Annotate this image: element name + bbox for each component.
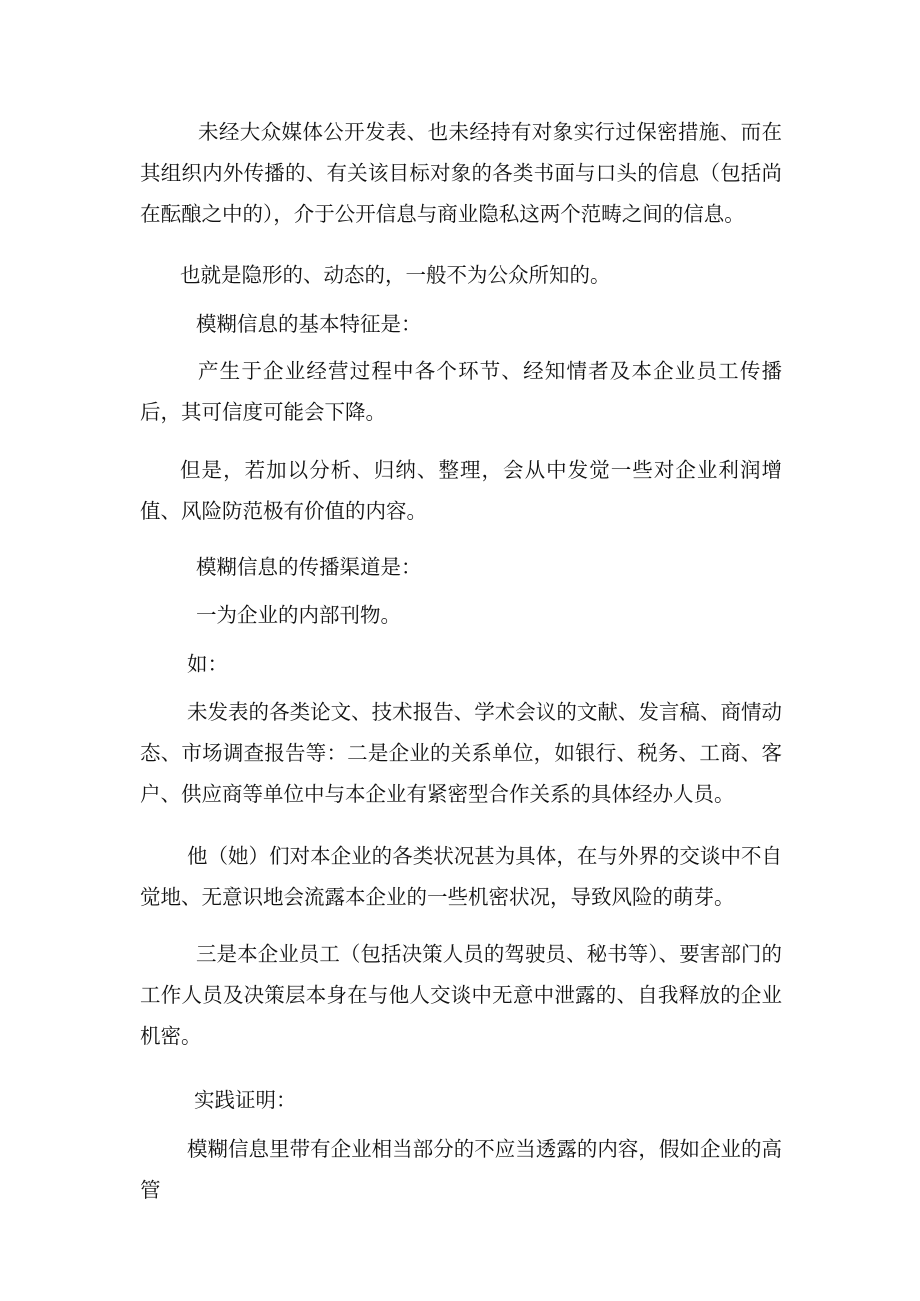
- paragraph-12: 实践证明：: [194, 1088, 297, 1112]
- paragraph-11: 三是本企业员工（包括决策人员的驾驶员、秘书等）、要害部门的工作人员及决策层本身在与他人交谈中无意中泄露的、自我释放的企业机密。: [140, 942, 782, 1048]
- paragraph-8: 如：: [187, 652, 228, 676]
- paragraph-1: 未经大众媒体公开发表、也未经持有对象实行过保密措施、而在其组织内外传播的、有关该目标对象的各类书面与口头的信息（包括尚在酝酿之中的），介于公开信息与商业隐私这两个范畴之间的信息。: [140, 120, 782, 226]
- paragraph-13: 模糊信息里带有企业相当部分的不应当透露的内容，假如企业的高管: [140, 1137, 782, 1202]
- paragraph-9: 未发表的各类论文、技术报告、学术会议的文献、发言稿、商情动态、市场调查报告等：二是企业的关系单位，如银行、税务、工商、客户、供应商等单位中与本企业有紧密型合作关系的具体经办人员。: [140, 700, 782, 806]
- paragraph-7: 一为企业的内部刊物。: [196, 603, 401, 627]
- paragraph-10: 他（她）们对本企业的各类状况甚为具体，在与外界的交谈中不自觉地、无意识地会流露本企业的一些机密状况，导致风险的萌芽。: [140, 844, 782, 909]
- paragraph-2: 也就是隐形的、动态的，一般不为公众所知的。: [180, 263, 611, 287]
- paragraph-6: 模糊信息的传播渠道是：: [196, 555, 422, 579]
- paragraph-4: 产生于企业经营过程中各个环节、经知情者及本企业员工传播后，其可信度可能会下降。: [140, 359, 782, 424]
- paragraph-5: 但是，若加以分析、归纳、整理，会从中发觉一些对企业利润增值、风险防范极有价值的内容。: [140, 458, 782, 523]
- paragraph-3: 模糊信息的基本特征是：: [196, 312, 422, 336]
